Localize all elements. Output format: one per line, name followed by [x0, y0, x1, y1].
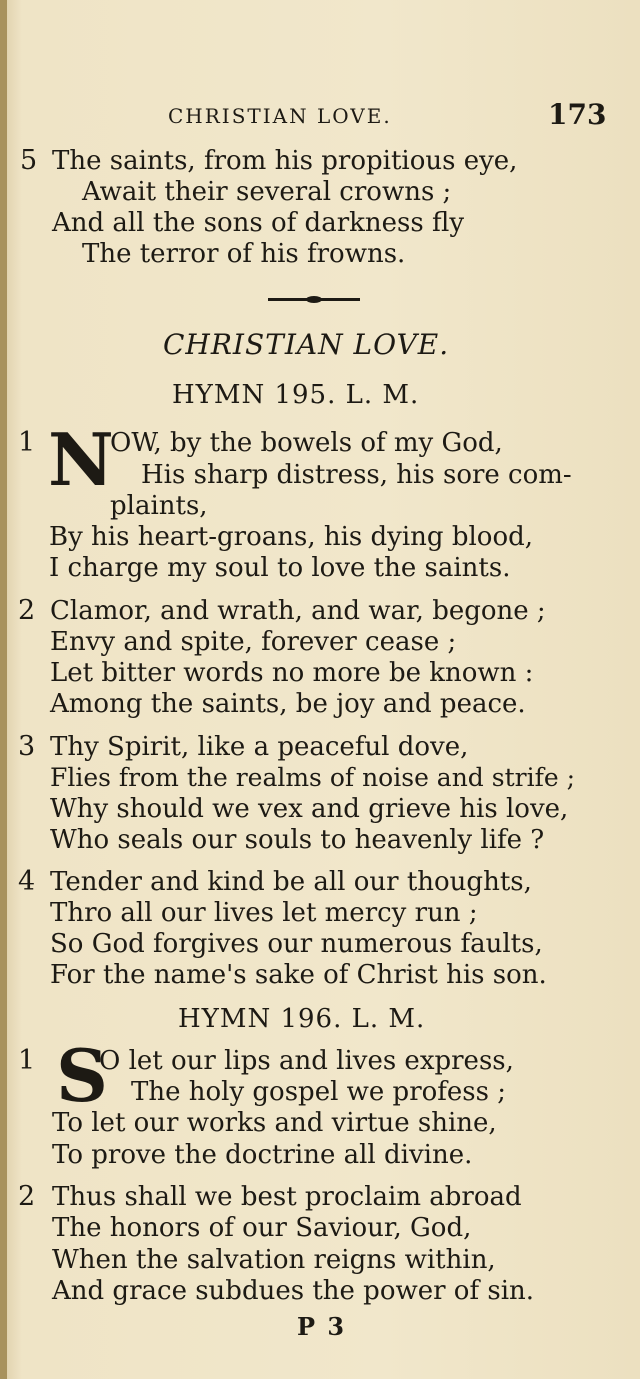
verse-line: OW, by the bowels of my God, — [110, 428, 503, 458]
verse-line: His sharp distress, his sore com- — [141, 460, 572, 490]
verse-line: plaints, — [110, 491, 208, 521]
verse-line: So God forgives our numerous faults, — [50, 929, 543, 959]
verse-number: 5 — [20, 145, 38, 176]
verse-line: For the name's sake of Christ his son. — [50, 960, 547, 990]
verse-number: 2 — [18, 595, 36, 626]
verse-line: When the salvation reigns within, — [52, 1245, 496, 1275]
verse-line: By his heart-groans, his dying blood, — [49, 522, 534, 552]
verse-line: I charge my soul to love the saints. — [49, 553, 511, 583]
verse-line: And all the sons of darkness fly — [52, 208, 465, 238]
verse-number: 3 — [18, 731, 36, 762]
verse-line: Thus shall we best proclaim abroad — [52, 1182, 522, 1212]
running-title: CHRISTIAN LOVE. — [168, 104, 392, 128]
verse-line: Clamor, and wrath, and war, begone ; — [50, 596, 546, 626]
verse-number: 2 — [18, 1181, 36, 1212]
signature-mark: P 3 — [297, 1312, 347, 1341]
verse-number: 1 — [18, 427, 36, 458]
verse-line: The holy gospel we profess ; — [131, 1077, 507, 1107]
drop-cap: N — [48, 417, 114, 502]
verse-line: Let bitter words no more be known : — [50, 658, 534, 688]
verse-line: Tender and kind be all our thoughts, — [50, 867, 532, 897]
ornamental-rule — [268, 298, 360, 301]
verse-line: The terror of his frowns. — [82, 239, 406, 269]
verse-line: Await their several crowns ; — [82, 177, 452, 207]
hymn-heading: HYMN 195. L. M. — [172, 380, 420, 410]
drop-cap: S — [56, 1033, 108, 1118]
page-gutter — [0, 0, 7, 1379]
verse-line: Envy and spite, forever cease ; — [50, 627, 457, 657]
verse-line: The saints, from his propitious eye, — [52, 146, 518, 176]
verse-number: 4 — [18, 866, 36, 897]
verse-line: O let our lips and lives express, — [99, 1046, 514, 1076]
section-title: CHRISTIAN LOVE. — [163, 328, 450, 361]
verse-line: The honors of our Saviour, God, — [52, 1213, 472, 1243]
verse-line: To prove the doctrine all divine. — [52, 1140, 473, 1170]
verse-line: Among the saints, be joy and peace. — [50, 689, 526, 719]
verse-line: Who seals our souls to heavenly life ? — [50, 825, 545, 855]
verse-number: 1 — [18, 1045, 36, 1076]
hymn-heading: HYMN 196. L. M. — [178, 1004, 426, 1034]
verse-line: Flies from the realms of noise and strife ; — [50, 763, 575, 792]
page-number: 173 — [548, 98, 607, 131]
verse-line: Why should we vex and grieve his love, — [50, 794, 569, 824]
verse-line: And grace subdues the power of sin. — [52, 1276, 535, 1306]
verse-line: Thy Spirit, like a peaceful dove, — [50, 732, 469, 762]
verse-line: To let our works and virtue shine, — [52, 1108, 497, 1138]
verse-line: Thro all our lives let mercy run ; — [50, 898, 478, 928]
